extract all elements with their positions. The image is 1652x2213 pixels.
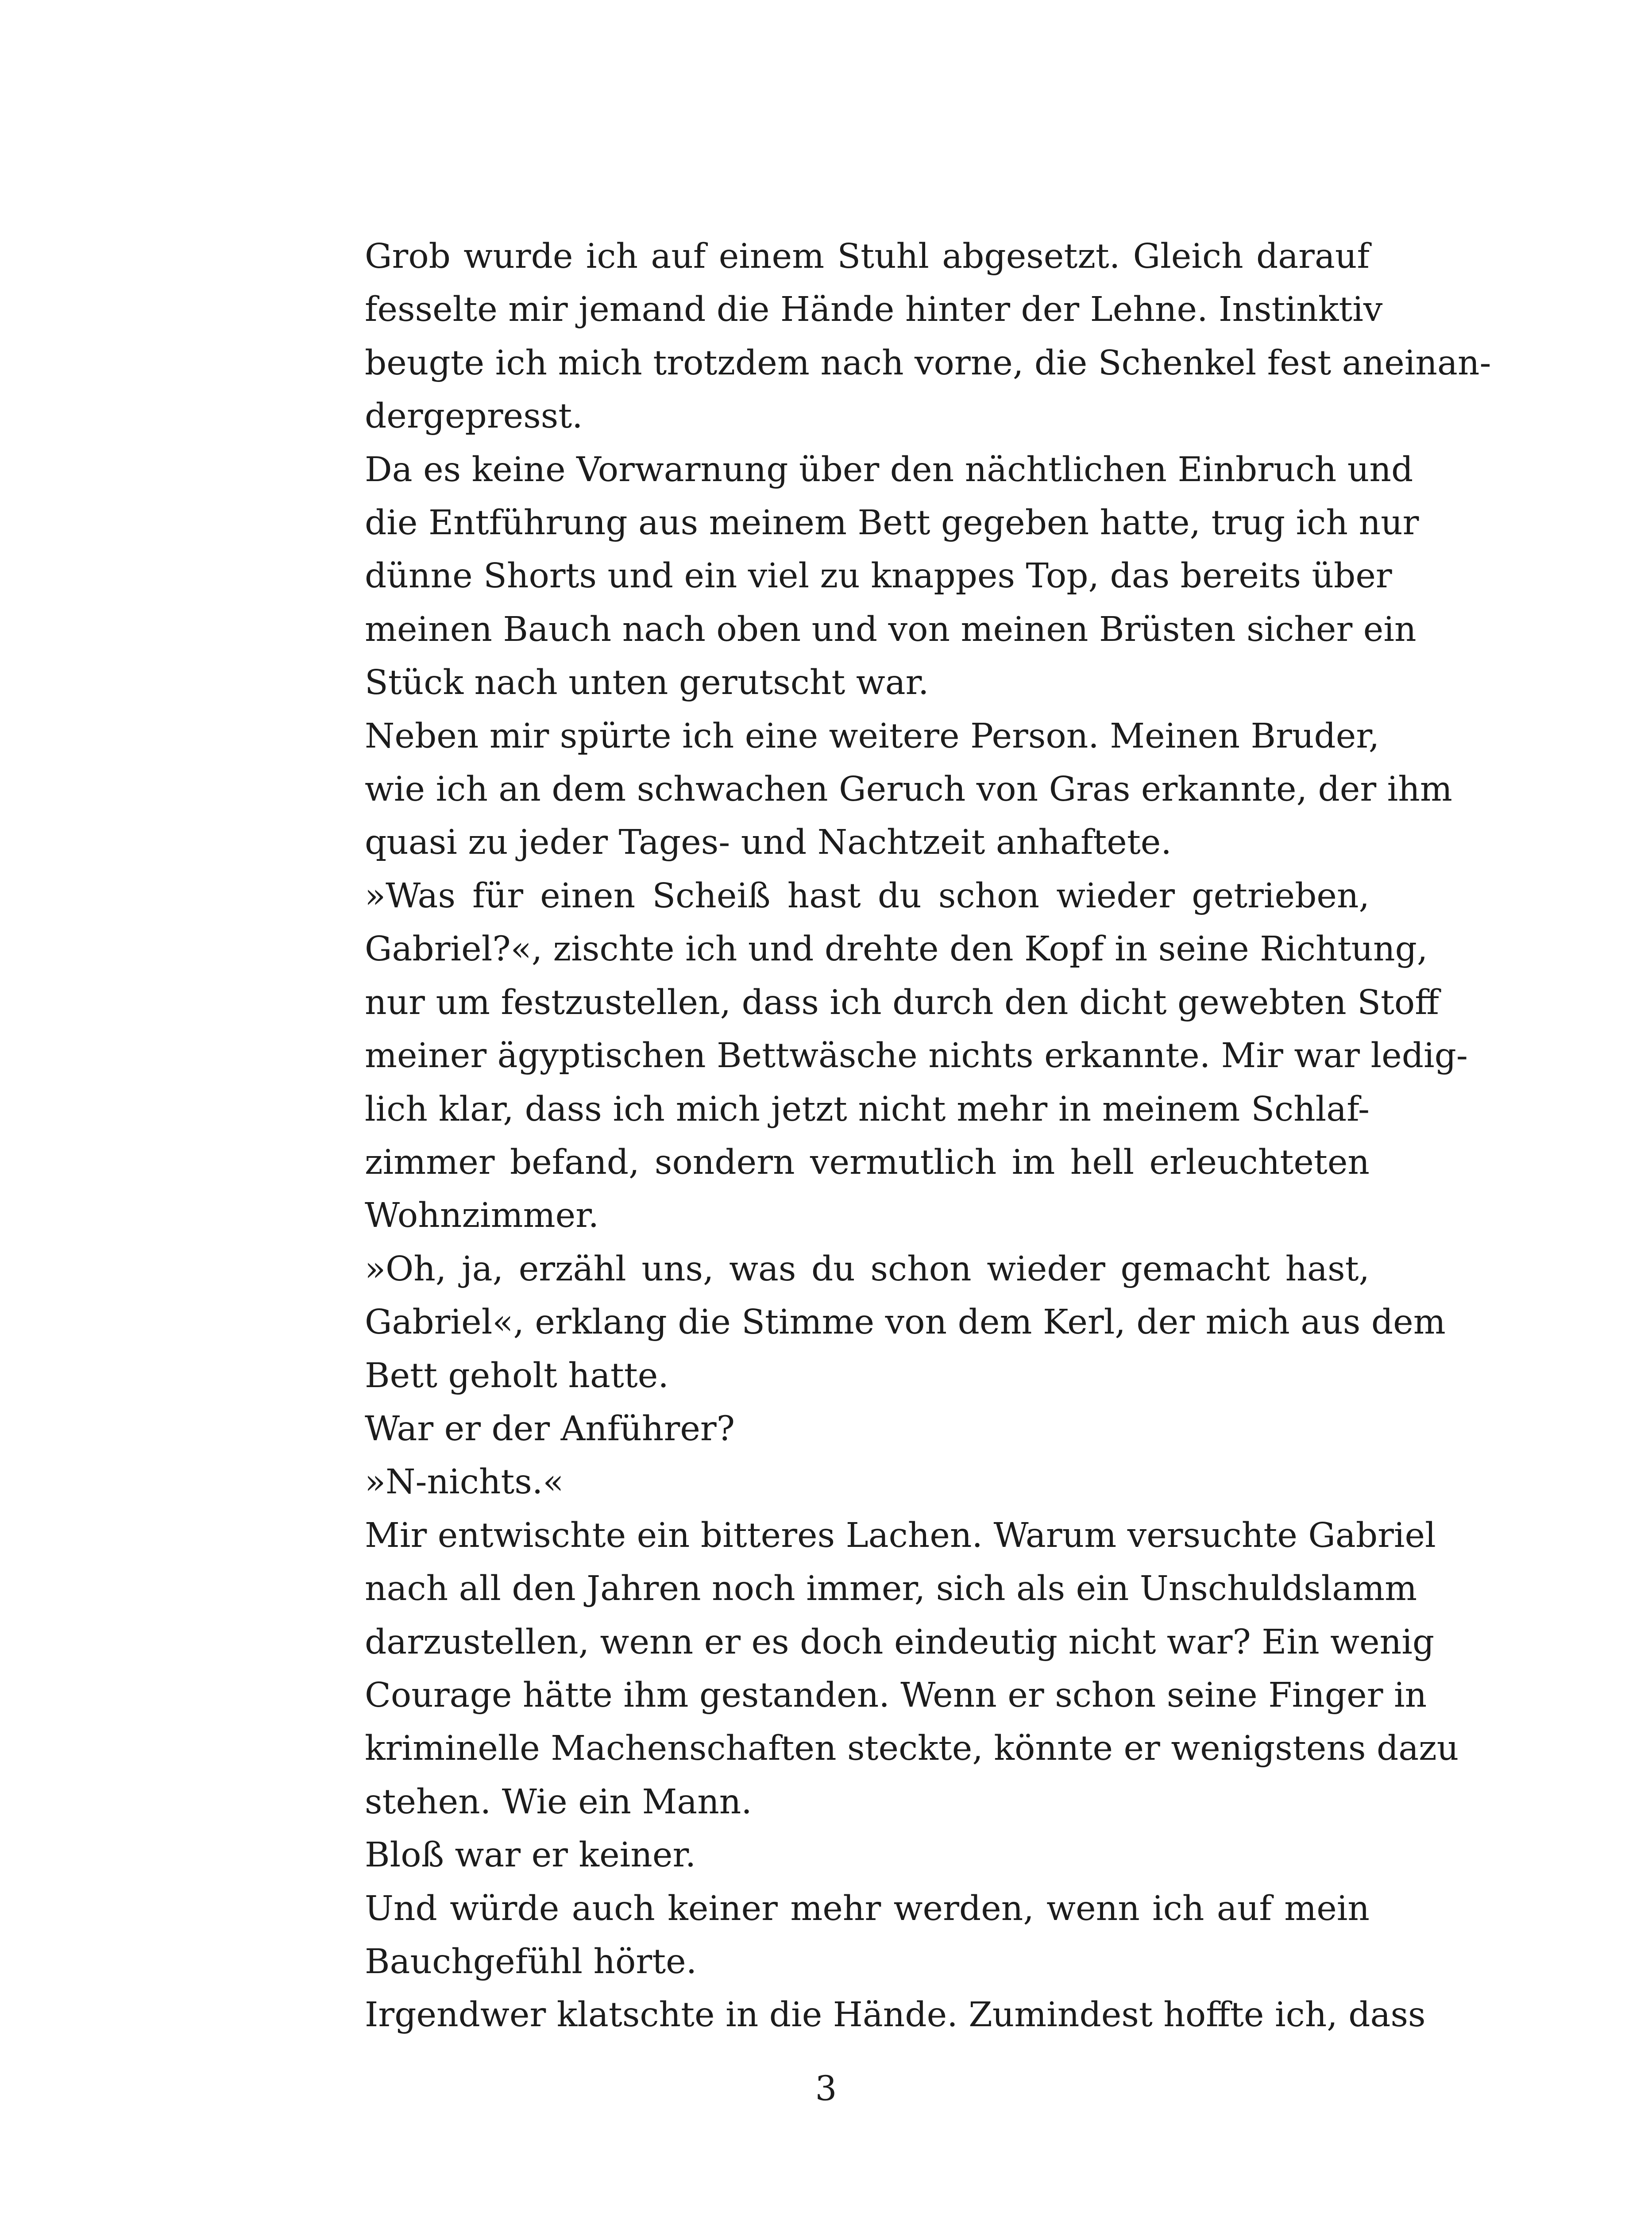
- paragraph: [308, 1403, 1370, 1456]
- text-line: dünne Shorts und ein viel zu knappes Top, das bereits über: [365, 556, 1392, 596]
- text-line: Da es keine Vorwarnung über den nächtlichen Einbruch und: [365, 450, 1413, 490]
- paragraph: [308, 870, 1468, 1243]
- text-line: beugte ich mich trotzdem nach vorne, die Schenkel fest aneinan-: [365, 343, 1491, 383]
- text-line: »N-nichts.«: [365, 1462, 564, 1502]
- paragraph: [308, 1456, 1370, 1509]
- text-line: quasi zu jeder Tages- und Nachtzeit anhaftete.: [365, 823, 1172, 863]
- text-line: dergepresst.: [365, 397, 583, 436]
- text-line: Neben mir spürte ich eine weitere Person. Meinen Bruder,: [365, 716, 1380, 756]
- text-line: Stück nach unten gerutscht war.: [365, 663, 929, 703]
- paragraph: [308, 710, 1452, 870]
- paragraph: [308, 1989, 1426, 2042]
- text-line: Bauchgefühl hörte.: [365, 1942, 697, 1982]
- paragraph: [308, 1509, 1459, 1829]
- text-line: »Was für einen Scheiß hast du schon wieder getrieben,: [365, 876, 1370, 916]
- text-line: fesselte mir jemand die Hände hinter der Lehne. Instinktiv: [365, 290, 1383, 330]
- text-line: stehen. Wie ein Mann.: [365, 1782, 752, 1822]
- text-line: Grob wurde ich auf einem Stuhl abgesetzt. Gleich darauf: [365, 237, 1370, 276]
- text-line: Bett geholt hatte.: [365, 1356, 669, 1396]
- text-line: Mir entwischte ein bitteres Lachen. Warum versuchte Gabriel: [365, 1515, 1436, 1555]
- text-line: Courage hätte ihm gestanden. Wenn er schon seine Finger in: [365, 1675, 1427, 1715]
- text-line: wie ich an dem schwachen Geruch von Gras erkannte, der ihm: [365, 770, 1452, 810]
- text-line: Und würde auch keiner mehr werden, wenn ich auf mein: [365, 1889, 1370, 1928]
- text-line: Gabriel?«, zischte ich und drehte den Kopf in seine Richtung,: [365, 929, 1428, 969]
- text-line: kriminelle Machenschaften steckte, könnte er wenigstens dazu: [365, 1729, 1459, 1769]
- text-line: meinen Bauch nach oben und von meinen Brüsten sicher ein: [365, 609, 1417, 649]
- body-text: [308, 230, 1491, 2042]
- text-line: nur um festzustellen, dass ich durch den dicht gewebten Stoff: [365, 983, 1439, 1022]
- paragraph: [308, 1882, 1370, 1989]
- text-line: zimmer befand, sondern vermutlich im hell erleuchteten: [365, 1142, 1370, 1182]
- text-line: darzustellen, wenn er es doch eindeutig nicht war? Ein wenig: [365, 1622, 1435, 1662]
- paragraph: [308, 1829, 1370, 1882]
- page-number: 3: [815, 2069, 837, 2109]
- text-line: nach all den Jahren noch immer, sich als ein Unschuldslamm: [365, 1569, 1417, 1609]
- text-line: Bloß war er keiner.: [365, 1835, 696, 1875]
- text-line: lich klar, dass ich mich jetzt nicht mehr in meinem Schlaf-: [365, 1089, 1370, 1129]
- text-line: »Oh, ja, erzähl uns, was du schon wieder gemacht hast,: [365, 1249, 1370, 1289]
- text-line: Wohnzimmer.: [365, 1196, 599, 1236]
- text-line: Gabriel«, erklang die Stimme von dem Kerl, der mich aus dem: [365, 1303, 1446, 1342]
- text-line: War er der Anführer?: [365, 1409, 735, 1449]
- text-line: Irgendwer klatschte in die Hände. Zumindest hoffte ich, dass: [365, 1995, 1426, 2035]
- text-line: meiner ägyptischen Bettwäsche nichts erkannte. Mir war ledig-: [365, 1036, 1468, 1076]
- text-line: die Entführung aus meinem Bett gegeben hatte, trug ich nur: [365, 503, 1419, 543]
- paragraph: [308, 230, 1491, 443]
- paragraph: [308, 1243, 1446, 1403]
- paragraph: [308, 443, 1419, 710]
